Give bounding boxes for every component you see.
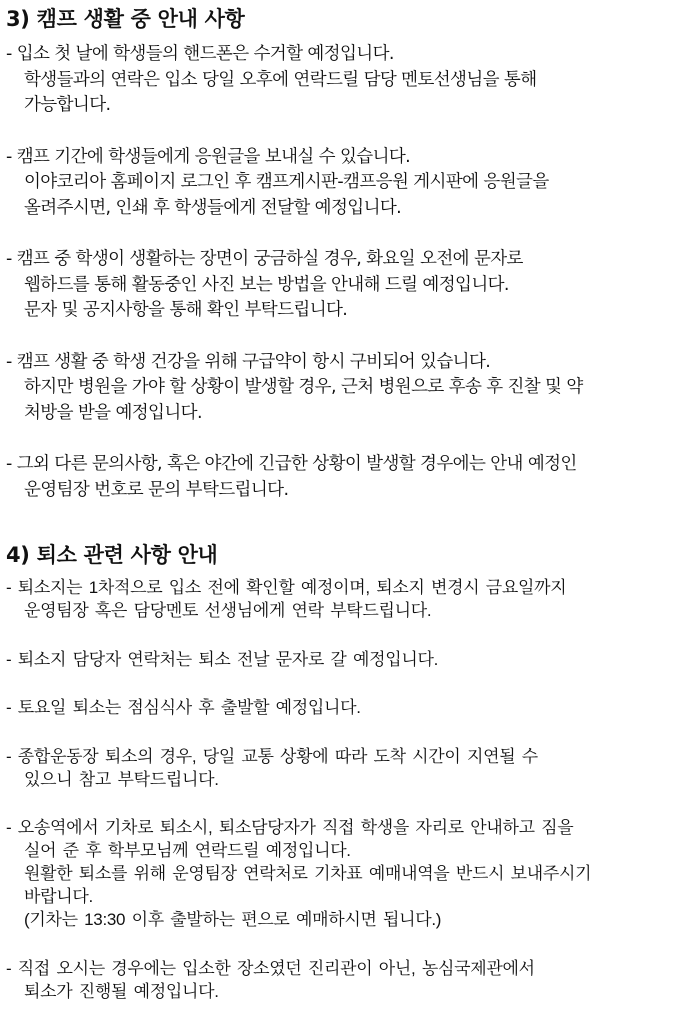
item-line: - 캠프 기간에 학생들에게 응원글을 보내실 수 있습니다. — [6, 145, 692, 171]
section-heading-camp-life: 3) 캠프 생활 중 안내 사항 — [6, 7, 245, 31]
section-heading-exit: 4) 퇴소 관련 사항 안내 — [6, 543, 218, 567]
item-line: - 캠프 생활 중 학생 건강을 위해 구급약이 항시 구비되어 있습니다. — [6, 350, 692, 376]
item-line: 원활한 퇴소를 위해 운영팀장 연락처로 기차표 예매내역을 반드시 보내주시기 — [24, 864, 592, 883]
list-item — [6, 247, 692, 324]
item-line: 웹하드를 통해 활동중인 사진 보는 방법을 안내해 드릴 예정입니다. — [24, 274, 509, 295]
item-line: 올려주시면, 인쇄 후 학생들에게 전달할 예정입니다. — [24, 197, 402, 218]
item-line: 하지만 병원을 가야 할 상황이 발생할 경우, 근처 병원으로 후송 후 진찰 및 약 — [24, 377, 583, 397]
camp-life-guide-section — [6, 4, 692, 529]
item-line: 학생들과의 연락은 입소 당일 오후에 연락드릴 담당 멘토선생님을 통해 — [24, 69, 537, 90]
item-line: 운영팀장 번호로 문의 부탁드립니다. — [24, 479, 289, 500]
item-line: 있으니 참고 부탁드립니다. — [24, 769, 219, 789]
item-line: - 퇴소지는 1차적으로 입소 전에 확인할 예정이며, 퇴소지 변경시 금요일까지 — [6, 576, 692, 599]
item-line: - 그외 다른 문의사항, 혹은 야간에 긴급한 상황이 발생할 경우에는 안내 예정인 — [6, 452, 692, 478]
item-line: - 토요일 퇴소는 점심식사 후 출발할 예정입니다. — [6, 696, 692, 719]
list-item — [6, 957, 692, 1003]
list-item — [6, 648, 692, 671]
item-line: - 퇴소지 담당자 연락처는 퇴소 전날 문자로 갈 예정입니다. — [6, 648, 692, 671]
item-line: - 캠프 중 학생이 생활하는 장면이 궁금하실 경우, 화요일 오전에 문자로 — [6, 247, 692, 273]
item-line: 실어 준 후 학부모님께 연락드릴 예정입니다. — [24, 841, 351, 860]
item-line: 처방을 받을 예정입니다. — [24, 402, 202, 423]
item-line: 문자 및 공지사항을 통해 확인 부탁드립니다. — [24, 300, 348, 320]
item-line: 퇴소가 진행될 예정입니다. — [24, 981, 219, 1001]
list-item — [6, 745, 692, 791]
list-item — [6, 816, 692, 931]
item-line: 가능합니다. — [24, 95, 111, 115]
exit-guide-section — [6, 540, 692, 1028]
item-line: - 직접 오시는 경우에는 입소한 장소였던 진리관이 아닌, 농심국제관에서 — [6, 957, 692, 980]
item-line: - 종합운동장 퇴소의 경우, 당일 교통 상황에 따라 도착 시간이 지연될 수 — [6, 745, 692, 768]
item-line: 운영팀장 혹은 담당멘토 선생님에게 연락 부탁드립니다. — [24, 601, 432, 620]
list-item — [6, 452, 692, 503]
list-item — [6, 576, 692, 622]
item-line: 바랍니다. — [24, 887, 93, 906]
list-item — [6, 42, 692, 119]
list-item — [6, 145, 692, 222]
item-line: (기차는 13:30 이후 출발하는 편으로 예매하시면 됩니다.) — [24, 910, 442, 929]
list-item — [6, 696, 692, 719]
list-item — [6, 350, 692, 427]
item-line: - 오송역에서 기차로 퇴소시, 퇴소담당자가 직접 학생을 자리로 안내하고 짐을 — [6, 816, 692, 839]
item-line: - 입소 첫 날에 학생들의 핸드폰은 수거할 예정입니다. — [6, 42, 692, 68]
item-line: 이야코리아 홈페이지 로그인 후 캠프게시판-캠프응원 게시판에 응원글을 — [24, 172, 549, 192]
